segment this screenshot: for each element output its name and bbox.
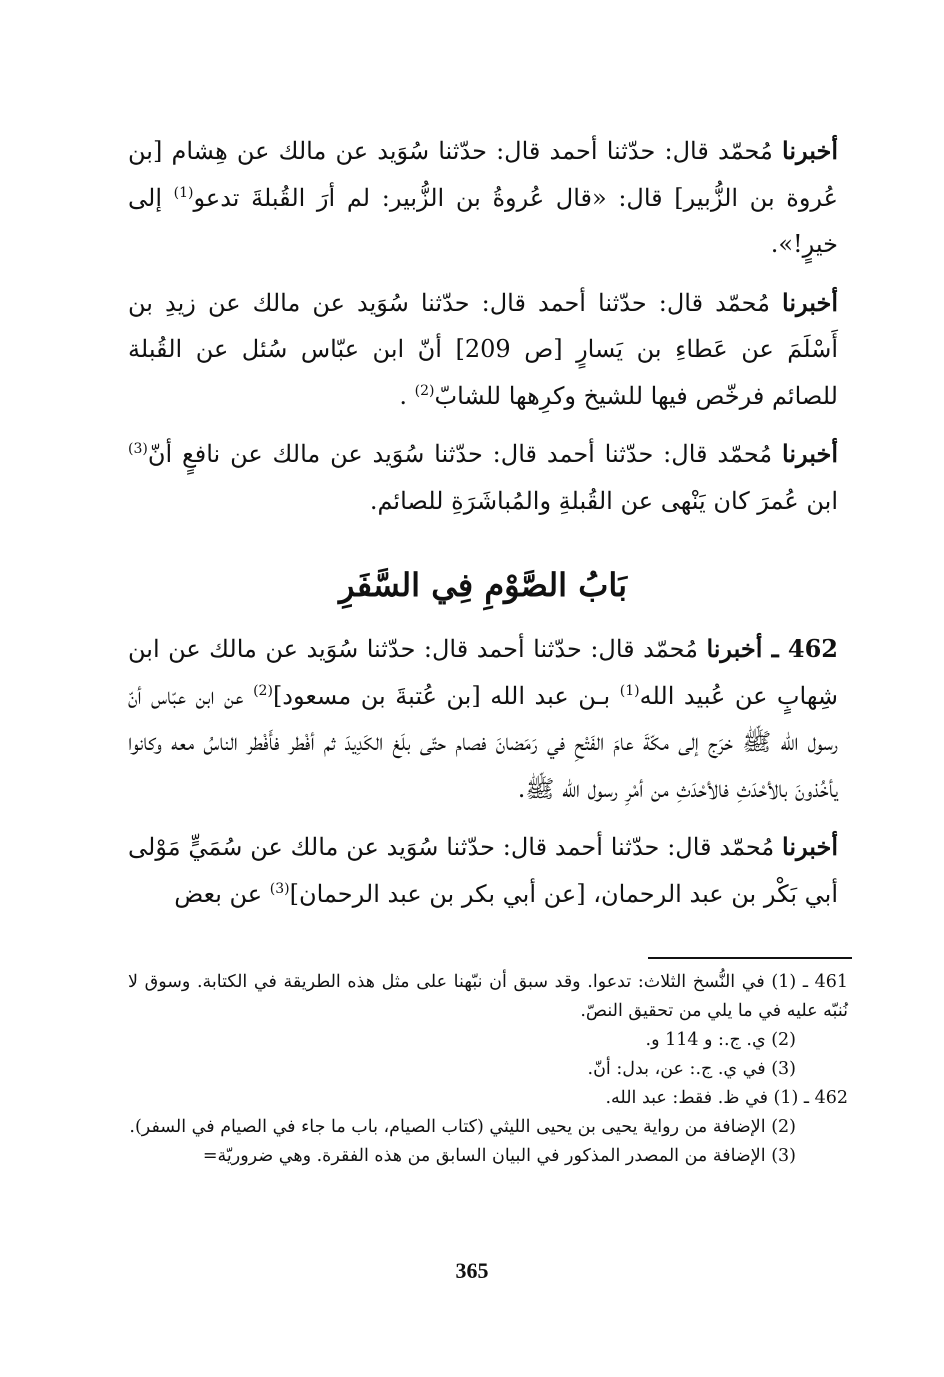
footnote-ref[interactable]: (2) xyxy=(414,382,435,399)
paragraph-lead: أخبرنا xyxy=(782,832,838,861)
paragraph-text: عن ابن عبّاس أنّ رسول الله ﷺ خرَج إلى مكّةَ عامَ الفَتْحِ في رَمَضانَ فصام حتّى بلَغ الكَدِيدَ ثم أفْطر فأَفْطر الناسُ معه وكانوا يأخُذونَ بالأحْدَثِ فالأحْدَثِ من أمْرِ رسول الله ﷺ. xyxy=(128,681,838,803)
footnote-ref[interactable]: (1) xyxy=(619,682,640,699)
paragraph-text: . xyxy=(399,381,415,410)
paragraph-5 xyxy=(128,824,838,917)
paragraph-text: ابن عُمرَ كان يَنْهى عن القُبلةِ والمُباشَرَةِ للصائم. xyxy=(369,486,838,515)
chapter-title: بَابُ الصَّوْمِ فِي السَّفَرِ xyxy=(339,566,627,604)
main-text xyxy=(128,128,838,929)
footnote-item: (2) ي. ج.: و 114 و. xyxy=(645,1030,796,1050)
paragraph-lead: 462 ـ أخبرنا xyxy=(706,634,838,663)
paragraph-1 xyxy=(128,128,838,268)
footnote-divider xyxy=(648,957,852,959)
paragraph-4 xyxy=(128,626,838,812)
footnote-ref[interactable]: (3) xyxy=(128,441,148,457)
footnote-item: (2) الإضافة من رواية يحيى بن يحيى الليثي (كتاب الصيام، باب ما جاء في الصيام في السفر). xyxy=(129,1117,796,1137)
paragraph-text: عن بعض xyxy=(174,879,270,908)
paragraph-text: بـن عبد الله [بن عُتبةَ بن مسعود] xyxy=(272,681,620,710)
page-number: 365 xyxy=(455,1258,489,1283)
paragraph-2 xyxy=(128,280,838,420)
footnote-item: (3) في ي. ج.: عن، بدل: أنّ. xyxy=(587,1059,796,1079)
paragraph-text: إلى خيرٍ!». xyxy=(128,183,838,258)
footnotes xyxy=(128,968,848,1171)
paragraph-text: مُحمّد قال: حدّثنا أحمد قال: حدّثنا سُوَيد عن مالك عن سُمَيٍّ مَوْلى أبي بَكْر بن عبد الرحمان، [عن أبي بكر بن عبد الرحمان] xyxy=(128,833,838,908)
paragraph-lead: أخبرنا xyxy=(782,136,838,165)
paragraph-text: مُحمّد قال: حدّثنا أحمد قال: حدّثنا سُوَيد عن مالك عن هِشام [بن عُروة بن الزُّبير] قال: «قال عُروةُ بن الزُّبير: لم أرَ القُبلةَ تدعو xyxy=(128,137,838,212)
paragraph-text: مُحمّد قال: حدّثنا أحمد قال: حدّثنا سُوَيد عن مالك عن ابن شِهابٍ عن عُبيد الله xyxy=(128,635,839,710)
paragraph-lead: أخبرنا xyxy=(782,439,838,468)
footnote-ref[interactable]: (2) xyxy=(253,682,273,699)
footnote-item: 462 ـ (1) في ظ. فقط: عبد الله. xyxy=(605,1088,848,1108)
footnote-ref[interactable]: (1) xyxy=(173,184,194,201)
footnote-item: 461 ـ (1) في النُّسخ الثلاث: تدعوا. وقد سبق أن نبّهنا على مثل هذه الطريقة في الكتابة. وسوق لا نُنبّه عليه في ما يلي من تحقيق النصّ. xyxy=(128,972,848,1021)
footnote-ref[interactable]: (3) xyxy=(269,880,290,897)
paragraph-lead: أخبرنا xyxy=(782,287,838,317)
paragraph-text: مُحمّد قال: حدّثنا أحمد قال: حدّثنا سُوَيد عن مالك عن زيدِ بن أَسْلَمَ عن عَطاءِ بن يَسارٍ [ص 209] أنّ ابن عبّاس سُئل عن القُبلة للصائم فرخّص فيها للشيخ وكرِهها للشابّ xyxy=(128,288,838,410)
paragraph-3 xyxy=(128,431,838,524)
footnote-item: (3) الإضافة من المصدر المذكور في البيان السابق من هذه الفقرة. وهي ضروريّة= xyxy=(202,1146,796,1166)
paragraph-text: مُحمّد قال: حدّثنا أحمد قال: حدّثنا سُوَيد عن مالك عن نافعٍ أنّ xyxy=(147,440,783,468)
